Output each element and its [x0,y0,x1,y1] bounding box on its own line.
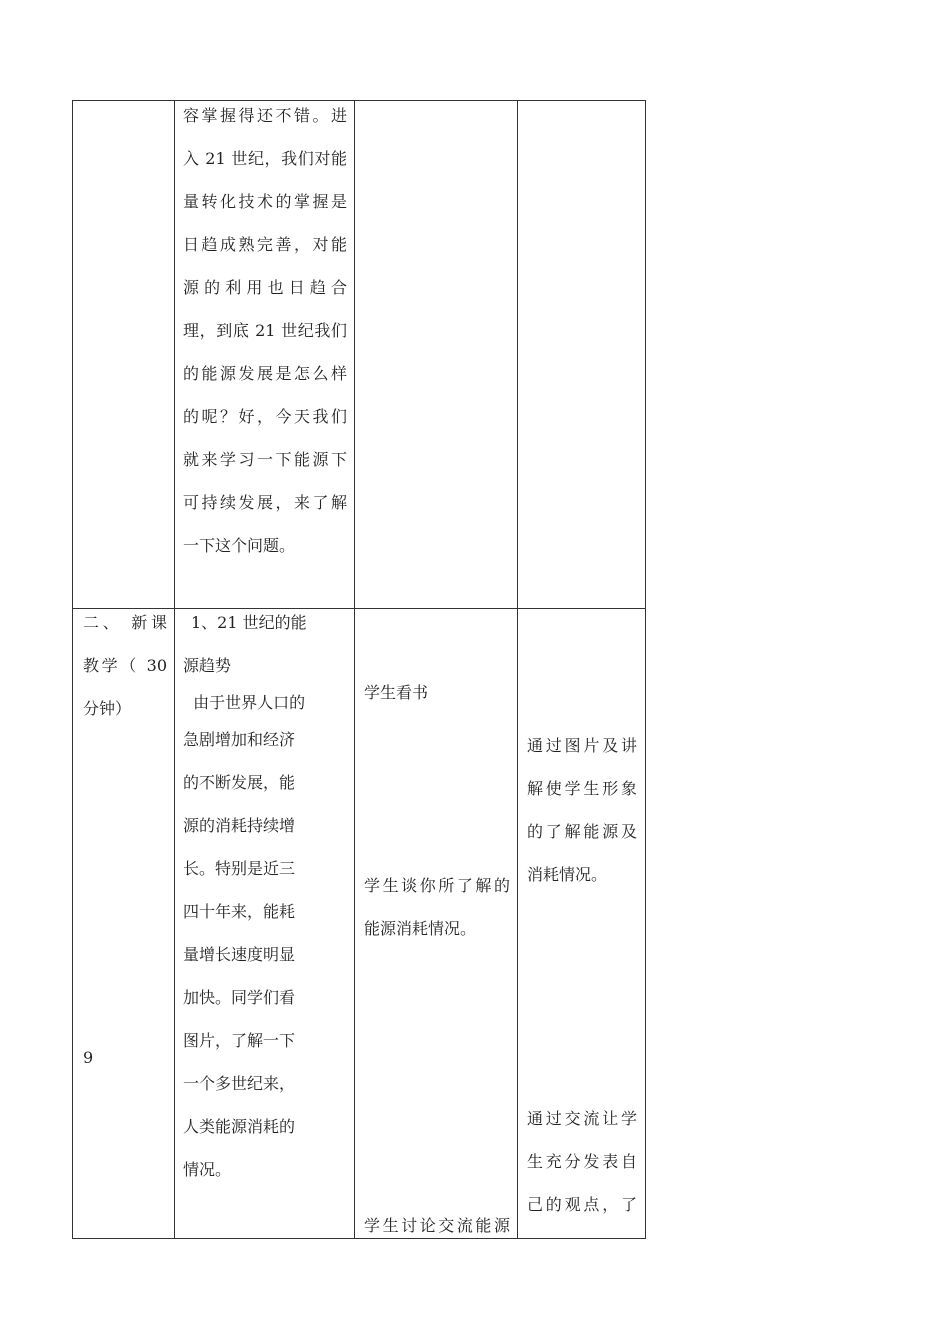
text-line: 加快。同学们看 [183,988,296,1007]
text-line: 由于世界人口的 [183,693,306,712]
section-heading-line: 分钟） [83,699,132,718]
text-line: 量增长速度明显 [183,945,296,964]
row1-content-cell [183,94,347,567]
text-line: 四十年来，能耗 [183,902,296,921]
new-lesson-content-cell [183,601,347,1191]
design-intent-line: 生充分发表自 [527,1152,637,1171]
text-line: 源的利用也日趋合 [183,278,347,297]
text-line: 一个多世纪来， [183,1074,296,1093]
text-line: 一下这个问题。 [183,536,296,555]
column-divider [517,101,518,1238]
text-line: 长。特别是近三 [183,859,296,878]
student-activity-item: 学生谈你所了解的 [364,876,510,895]
design-intent-line: 己的观点，了 [527,1195,637,1214]
section-heading-line: 教学（ 30 [83,656,167,675]
student-activity-item: 学生看书 [364,683,429,702]
text-line: 量转化技术的掌握是 [183,192,347,211]
design-intent-line: 通过交流让学 [527,1109,637,1128]
column-divider [174,101,175,1238]
design-intent-cell [527,724,637,896]
design-intent-line: 消耗情况。 [527,865,608,884]
section-heading-cell [83,601,167,730]
text-line: 的能源发展是怎么样 [183,364,347,383]
text-line: 日趋成熟完善，对能 [183,235,347,254]
design-intent-line: 的了解能源及 [527,822,637,841]
text-line: 图片，了解一下 [183,1031,296,1050]
lesson-plan-table [72,100,646,1239]
design-intent-cell [527,1097,637,1226]
page-number: 9 [83,1048,94,1067]
text-line: 可持续发展，来了解 [183,493,347,512]
text-line: 理，到底 21 世纪我们 [183,321,347,340]
section-heading-line: 二、 新课 [83,613,167,632]
text-line: 入 21 世纪，我们对能 [183,149,347,168]
text-line: 的不断发展，能 [183,773,296,792]
text-line: 情况。 [183,1160,232,1179]
column-divider [354,101,355,1238]
text-line: 急剧增加和经济 [183,730,296,749]
text-line: 人类能源消耗的 [183,1117,296,1136]
text-line: 源趋势 [183,656,232,675]
student-activity-item: 能源消耗情况。 [364,919,477,938]
text-line: 的呢？好，今天我们 [183,407,347,426]
design-intent-line: 通过图片及讲 [527,736,637,755]
design-intent-line: 解使学生形象 [527,779,637,798]
text-line: 容掌握得还不错。进 [183,106,347,125]
text-line: 源的消耗持续增 [183,816,296,835]
student-activity-item: 学生讨论交流能源 [364,1216,510,1235]
text-line: 1、21 世纪的能 [191,613,307,632]
text-line: 就来学习一下能源下 [183,450,347,469]
